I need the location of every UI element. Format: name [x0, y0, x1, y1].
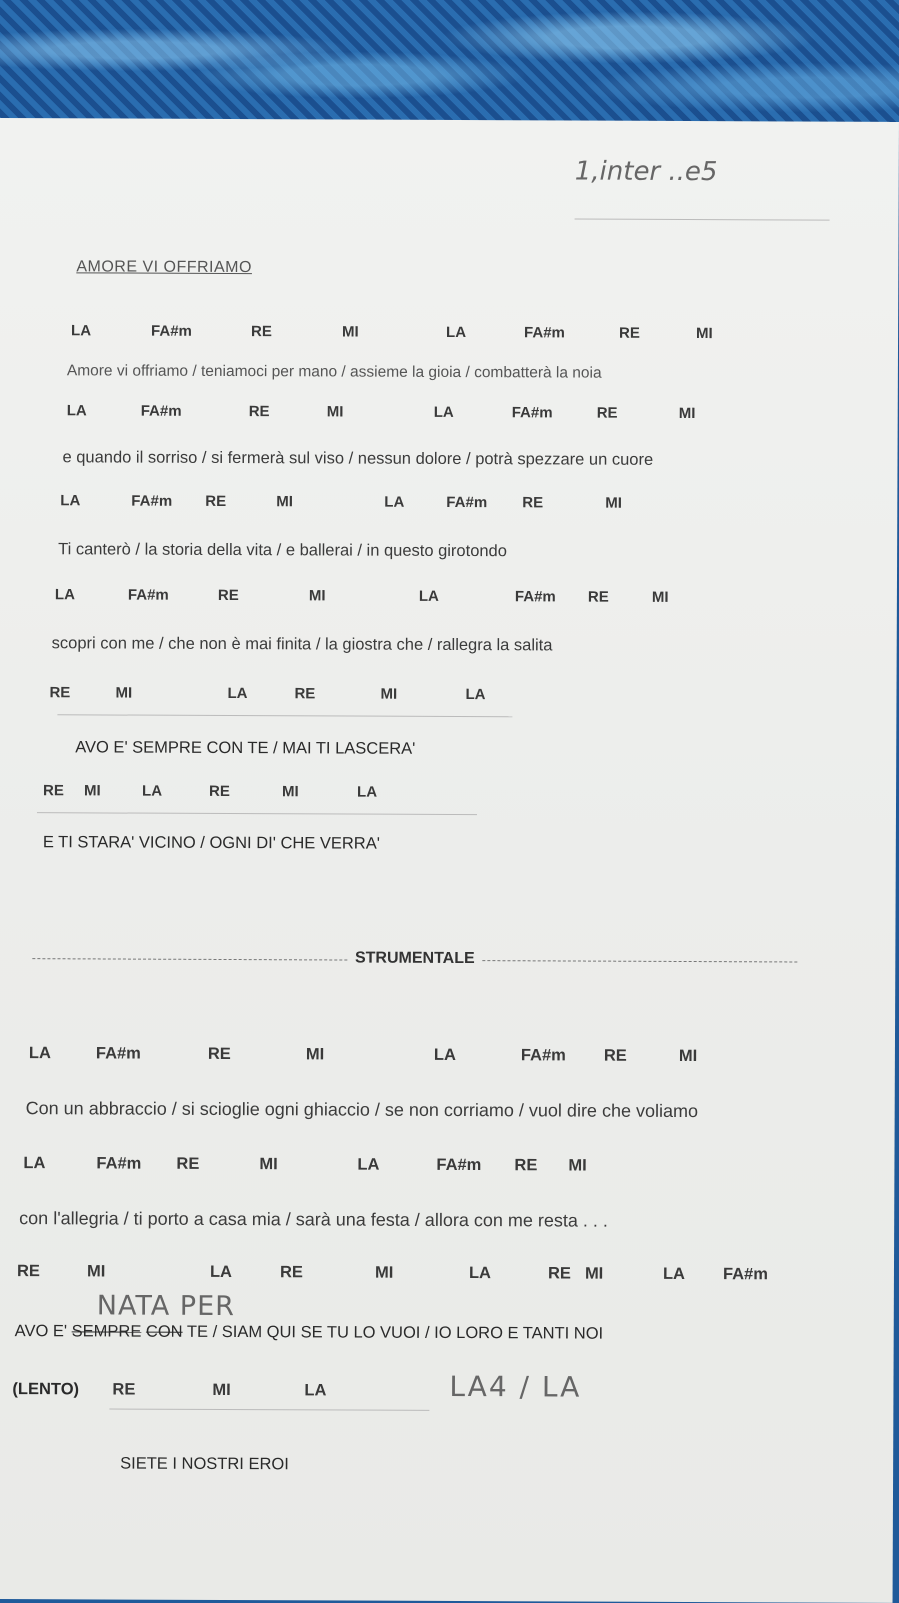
- chord: LA: [662, 1264, 686, 1283]
- chord-row: [0, 1044, 895, 1070]
- chord: RE: [217, 586, 239, 605]
- chord: LA: [60, 492, 81, 510]
- chord: MI: [605, 494, 623, 512]
- chord: FA#m: [524, 324, 565, 342]
- divider: [37, 812, 477, 815]
- chord: FA#m: [514, 588, 556, 606]
- note-underline: [575, 219, 830, 221]
- chord: RE: [294, 685, 316, 703]
- chord: MI: [678, 1046, 698, 1066]
- chord: LA: [418, 587, 439, 605]
- chord: LA: [357, 1155, 380, 1174]
- chord: MI: [305, 1045, 325, 1064]
- chord: FA#m: [511, 404, 553, 422]
- dash-left: [32, 958, 347, 960]
- chord: MI: [374, 1263, 394, 1282]
- chord-row: [0, 1262, 894, 1288]
- chord: FA#m: [127, 586, 169, 604]
- chord: LA: [304, 1381, 327, 1400]
- handwritten-chords: LA4 / LA: [449, 1369, 582, 1404]
- chord: RE: [251, 323, 272, 341]
- chord-row: [0, 1380, 893, 1406]
- chord: FA#m: [520, 1046, 566, 1065]
- chord: RE: [16, 1262, 40, 1281]
- chord: RE: [43, 782, 64, 800]
- chord: FA#m: [722, 1265, 768, 1284]
- chord: RE: [587, 588, 609, 606]
- struck-word: SEMPRE: [71, 1322, 142, 1341]
- song-sheet: [0, 118, 899, 1603]
- chord: LA: [468, 1264, 492, 1283]
- chord-row: [0, 586, 897, 610]
- chord: MI: [212, 1380, 231, 1400]
- chord: MI: [259, 1155, 278, 1174]
- chord: LA: [54, 586, 75, 604]
- chord: LA: [71, 322, 92, 340]
- chord: RE: [603, 1046, 627, 1065]
- chorus-line: E TI STARA' VICINO / OGNI DI' CHE VERRA': [42, 833, 380, 853]
- chord: MI: [678, 404, 696, 423]
- final-line: SIETE I NOSTRI EROI: [120, 1454, 289, 1474]
- divider: [109, 1408, 429, 1410]
- chord: RE: [547, 1264, 571, 1283]
- chord: LA: [66, 402, 87, 420]
- chord: LA: [446, 323, 467, 342]
- chord: RE: [619, 324, 640, 342]
- lyric-line: scopri con me / che non è mai finita / la giostra che / rallegra la salita: [51, 634, 553, 655]
- chord: FA#m: [131, 492, 173, 510]
- fabric-background: [0, 0, 899, 125]
- lyric-line: Ti canterò / la storia della vita / e ballerai / in questo girotondo: [58, 540, 507, 561]
- lyric-line: Amore vi offriamo / teniamoci per mano / assieme la gioia / combatterà la noia: [66, 362, 602, 382]
- chord: FA#m: [95, 1044, 141, 1063]
- chorus-line: AVO E' SEMPRE CON TE / MAI TI LASCERA': [75, 738, 416, 758]
- chord-row: [0, 684, 897, 708]
- chord: FA#m: [140, 402, 182, 420]
- chord: LA: [433, 1045, 456, 1064]
- song-title: AMORE VI OFFRIAMO: [76, 258, 253, 277]
- chord: RE: [596, 404, 618, 422]
- chord: LA: [433, 403, 454, 421]
- chord: RE: [49, 684, 71, 702]
- strumentale-divider: [32, 948, 797, 969]
- chord: LA: [357, 783, 378, 801]
- chord: MI: [696, 325, 713, 343]
- lyric-line: con l'allegria / ti porto a casa mia / sarà una festa / allora con me resta . . .: [19, 1208, 608, 1231]
- chord: MI: [276, 493, 294, 511]
- chord: LA: [465, 686, 486, 704]
- chord: MI: [84, 782, 101, 800]
- chord: LA: [227, 684, 248, 703]
- lyric-line: Con un abbraccio / si scioglie ogni ghiaccio / se non corriamo / vuol dire che voliamo: [25, 1098, 699, 1122]
- chord-row: [0, 402, 898, 426]
- lyric-line: e quando il sorriso / si fermerà sul viso / nessun dolore / potrà spezzare un cuore: [62, 448, 654, 469]
- strumentale-label: STRUMENTALE: [354, 949, 475, 968]
- chord: MI: [86, 1262, 106, 1281]
- chord: MI: [308, 587, 326, 605]
- chord-row: [0, 782, 896, 806]
- chord: MI: [380, 685, 398, 703]
- chord: RE: [176, 1154, 200, 1173]
- chord: FA#m: [436, 1155, 482, 1175]
- chord: MI: [342, 323, 359, 341]
- chord: RE: [209, 782, 230, 801]
- chord: RE: [248, 403, 270, 421]
- chord: RE: [205, 492, 227, 510]
- lento-label: (LENTO): [12, 1380, 80, 1399]
- struck-word: CON: [145, 1322, 183, 1341]
- handwritten-note: 1,inter ..e5: [574, 156, 718, 188]
- chorus-line-edited: [15, 1322, 604, 1344]
- chord: MI: [584, 1264, 604, 1283]
- chord: MI: [651, 588, 669, 606]
- chord: FA#m: [96, 1154, 142, 1173]
- chorus-rest: TE / SIAM QUI SE TU LO VUOI / IO LORO E TANTI NOI: [186, 1322, 604, 1343]
- chord: LA: [384, 493, 405, 511]
- chord: MI: [326, 403, 344, 421]
- chord: MI: [115, 684, 133, 702]
- chord: RE: [279, 1263, 303, 1282]
- chord: RE: [112, 1380, 136, 1399]
- chord: LA: [23, 1154, 46, 1173]
- chord-row: [0, 322, 898, 346]
- chord: LA: [28, 1044, 51, 1063]
- chord: LA: [142, 782, 163, 800]
- chord: MI: [568, 1156, 587, 1175]
- chord: RE: [522, 494, 544, 512]
- chord: MI: [282, 783, 299, 801]
- chord: FA#m: [446, 493, 488, 512]
- chord-row: [0, 492, 897, 516]
- chord-row: [0, 1154, 894, 1180]
- chord: LA: [209, 1262, 233, 1282]
- divider: [57, 714, 512, 717]
- dash-right: [483, 960, 798, 962]
- chorus-prefix: AVO E': [14, 1322, 68, 1341]
- chord: RE: [514, 1156, 538, 1175]
- chord: RE: [207, 1044, 231, 1064]
- chord: FA#m: [151, 322, 192, 340]
- handwritten-insert: NATA PER: [96, 1290, 236, 1323]
